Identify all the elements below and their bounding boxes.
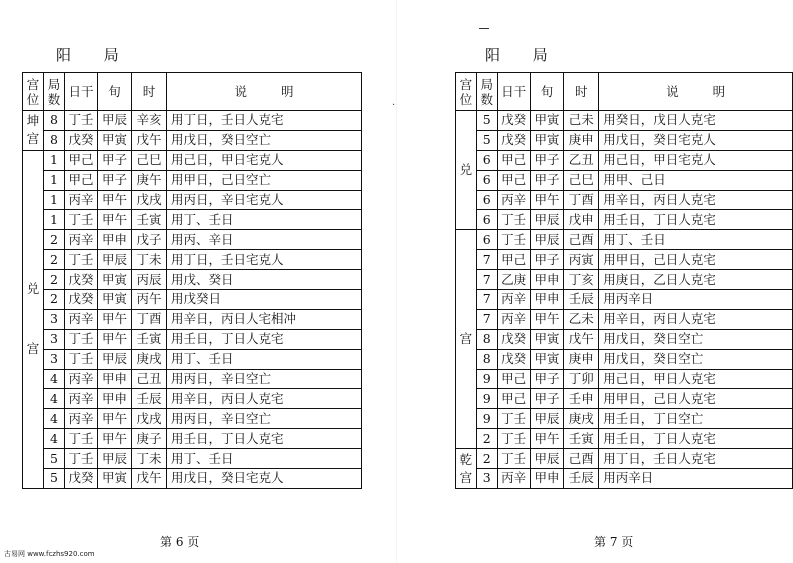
shi-cell: 乙丑 bbox=[564, 150, 599, 170]
ri-gan-cell: 丙辛 bbox=[497, 190, 530, 210]
shuoming-cell: 用癸日，戊日人克宅 bbox=[599, 111, 793, 131]
table-row bbox=[456, 369, 793, 389]
ju-cell: 1 bbox=[44, 190, 65, 210]
shuoming-cell: 用戊、癸日 bbox=[167, 270, 362, 290]
table-row bbox=[23, 170, 362, 190]
shuoming-cell: 用己日，甲日宅克人 bbox=[599, 150, 793, 170]
shuoming-cell: 用壬日，丁日人克宅 bbox=[167, 429, 362, 449]
ju-cell: 3 bbox=[44, 349, 65, 369]
shuoming-cell: 用丙日，辛日空亡 bbox=[167, 369, 362, 389]
shi-cell: 戊子 bbox=[132, 230, 167, 250]
xun-cell: 甲申 bbox=[98, 389, 132, 409]
ri-gan-cell: 丁壬 bbox=[497, 429, 530, 449]
xun-cell: 甲午 bbox=[530, 190, 564, 210]
yang-ju-table-right bbox=[455, 72, 793, 489]
xun-cell: 甲申 bbox=[98, 230, 132, 250]
ju-cell: 7 bbox=[476, 309, 497, 329]
shi-cell: 丁卯 bbox=[564, 369, 599, 389]
xun-cell: 甲申 bbox=[98, 369, 132, 389]
ju-cell: 8 bbox=[44, 111, 65, 131]
shi-cell: 庚申 bbox=[564, 349, 599, 369]
table-body bbox=[456, 111, 793, 489]
shi-cell: 戊申 bbox=[564, 210, 599, 230]
ju-cell: 9 bbox=[476, 389, 497, 409]
palace-cell bbox=[456, 449, 477, 489]
ri-gan-cell: 丁壬 bbox=[497, 409, 530, 429]
shuoming-cell: 用戊癸日 bbox=[167, 290, 362, 310]
ju-cell: 5 bbox=[44, 449, 65, 469]
ju-cell: 2 bbox=[44, 270, 65, 290]
table-row bbox=[456, 309, 793, 329]
ri-gan-cell: 丁壬 bbox=[65, 250, 98, 270]
ri-gan-cell: 戊癸 bbox=[497, 111, 530, 131]
ju-cell: 3 bbox=[44, 329, 65, 349]
table-row bbox=[23, 130, 362, 150]
shuoming-cell: 用壬日，丁日人克宅 bbox=[599, 429, 793, 449]
shi-cell: 壬辰 bbox=[132, 389, 167, 409]
header-ju: 局数 bbox=[44, 73, 65, 111]
ju-cell: 5 bbox=[476, 111, 497, 131]
shuoming-cell: 用壬日，丁日人克宅 bbox=[599, 210, 793, 230]
ri-gan-cell: 丁壬 bbox=[65, 210, 98, 230]
xun-cell: 甲子 bbox=[98, 170, 132, 190]
xun-cell: 甲寅 bbox=[98, 270, 132, 290]
ri-gan-cell: 丙辛 bbox=[65, 230, 98, 250]
ri-gan-cell: 戊癸 bbox=[65, 270, 98, 290]
palace-cell bbox=[23, 150, 44, 488]
shuoming-cell: 用辛日，丙日人克宅 bbox=[599, 309, 793, 329]
ri-gan-cell: 丁壬 bbox=[497, 449, 530, 469]
shi-cell: 庚戌 bbox=[564, 409, 599, 429]
ri-gan-cell: 甲己 bbox=[497, 369, 530, 389]
shuoming-cell: 用戊日，癸日宅克人 bbox=[599, 130, 793, 150]
shi-cell: 壬申 bbox=[564, 389, 599, 409]
ju-cell: 8 bbox=[44, 130, 65, 150]
page-number: 第 6 页 bbox=[160, 535, 200, 549]
palace-label: 乾宫 bbox=[459, 451, 473, 485]
shi-cell: 乙未 bbox=[564, 309, 599, 329]
ju-cell: 2 bbox=[44, 290, 65, 310]
shi-cell: 壬寅 bbox=[132, 210, 167, 230]
shuoming-cell: 用甲日，己日空亡 bbox=[167, 170, 362, 190]
shi-cell: 己酉 bbox=[564, 230, 599, 250]
shuoming-cell: 用壬日，丁日空亡 bbox=[599, 409, 793, 429]
xun-cell: 甲午 bbox=[530, 309, 564, 329]
shuoming-cell: 用丁日，壬日宅克人 bbox=[167, 250, 362, 270]
ri-gan-cell: 丙辛 bbox=[65, 369, 98, 389]
ju-cell: 4 bbox=[44, 409, 65, 429]
yang-ju-table-left bbox=[22, 72, 362, 489]
table-row bbox=[456, 290, 793, 310]
shi-cell: 己酉 bbox=[564, 449, 599, 469]
ri-gan-cell: 戊癸 bbox=[497, 349, 530, 369]
watermark: 古易网 www.fczhs920.com bbox=[4, 550, 95, 558]
ju-cell: 2 bbox=[44, 230, 65, 250]
shi-cell: 辛亥 bbox=[132, 111, 167, 131]
shi-cell: 丙辰 bbox=[132, 270, 167, 290]
ri-gan-cell: 戊癸 bbox=[65, 290, 98, 310]
shuoming-cell: 用己日，甲日人克宅 bbox=[599, 369, 793, 389]
ju-cell: 8 bbox=[476, 349, 497, 369]
xun-cell: 甲子 bbox=[530, 369, 564, 389]
xun-cell: 甲申 bbox=[530, 290, 564, 310]
ju-cell: 5 bbox=[476, 130, 497, 150]
ri-gan-cell: 甲己 bbox=[497, 389, 530, 409]
shi-cell: 己巳 bbox=[132, 150, 167, 170]
header-shuoming: 说明 bbox=[167, 73, 362, 111]
ju-cell: 6 bbox=[476, 170, 497, 190]
shi-cell: 庚戌 bbox=[132, 349, 167, 369]
ju-cell: 1 bbox=[44, 170, 65, 190]
shi-cell: 丁未 bbox=[132, 449, 167, 469]
palace-cell bbox=[456, 111, 477, 230]
shi-cell: 戊午 bbox=[132, 130, 167, 150]
shuoming-cell: 用甲日，己日人克宅 bbox=[599, 250, 793, 270]
ri-gan-cell: 丁壬 bbox=[497, 230, 530, 250]
shuoming-cell: 用壬日，丁日人克宅 bbox=[167, 329, 362, 349]
shuoming-cell: 用辛日，丙日人克宅 bbox=[167, 389, 362, 409]
shuoming-cell: 用辛日，丙日人克宅 bbox=[599, 190, 793, 210]
ri-gan-cell: 甲己 bbox=[497, 150, 530, 170]
ri-gan-cell: 乙庚 bbox=[497, 270, 530, 290]
palace-cell bbox=[456, 230, 477, 449]
header-gong: 宫位 bbox=[23, 73, 44, 111]
table-row bbox=[456, 170, 793, 190]
table-row bbox=[23, 230, 362, 250]
xun-cell: 甲寅 bbox=[98, 130, 132, 150]
xun-cell: 甲辰 bbox=[98, 250, 132, 270]
ju-cell: 1 bbox=[44, 210, 65, 230]
ju-cell: 5 bbox=[44, 469, 65, 489]
shuoming-cell: 用甲日，己日人克宅 bbox=[599, 389, 793, 409]
ri-gan-cell: 丁壬 bbox=[65, 111, 98, 131]
shi-cell: 丁酉 bbox=[132, 309, 167, 329]
shuoming-cell: 用戊日，癸日宅克人 bbox=[167, 469, 362, 489]
table-row bbox=[456, 429, 793, 449]
table-row bbox=[23, 389, 362, 409]
ju-cell: 2 bbox=[44, 250, 65, 270]
ri-gan-cell: 戊癸 bbox=[65, 130, 98, 150]
table-row bbox=[456, 190, 793, 210]
palace-label: 兑 bbox=[459, 162, 473, 178]
ri-gan-cell: 丙辛 bbox=[497, 469, 530, 489]
ju-cell: 4 bbox=[44, 389, 65, 409]
ri-gan-cell: 甲己 bbox=[65, 170, 98, 190]
table-row bbox=[456, 250, 793, 270]
ju-cell: 2 bbox=[476, 449, 497, 469]
table-row bbox=[23, 290, 362, 310]
ri-gan-cell: 戊癸 bbox=[497, 329, 530, 349]
xun-cell: 甲子 bbox=[98, 150, 132, 170]
palace-label: 坤宫 bbox=[26, 113, 40, 147]
ri-gan-cell: 丁壬 bbox=[65, 429, 98, 449]
table-row bbox=[23, 111, 362, 131]
header-ri: 日干 bbox=[497, 73, 530, 111]
shi-cell: 壬寅 bbox=[132, 329, 167, 349]
table-row bbox=[456, 130, 793, 150]
ju-cell: 4 bbox=[44, 429, 65, 449]
page-title: 阳 局 bbox=[56, 46, 133, 64]
ri-gan-cell: 戊癸 bbox=[65, 469, 98, 489]
table-row bbox=[456, 449, 793, 469]
xun-cell: 甲辰 bbox=[530, 230, 564, 250]
xun-cell: 甲午 bbox=[98, 210, 132, 230]
xun-cell: 甲午 bbox=[98, 190, 132, 210]
scan-mark: · bbox=[392, 100, 396, 111]
table-row bbox=[23, 429, 362, 449]
page-title: 阳 局 bbox=[485, 46, 562, 64]
xun-cell: 甲寅 bbox=[98, 290, 132, 310]
shuoming-cell: 用己日，甲日宅克人 bbox=[167, 150, 362, 170]
shi-cell: 戊午 bbox=[132, 469, 167, 489]
xun-cell: 甲辰 bbox=[530, 409, 564, 429]
table-row bbox=[456, 150, 793, 170]
header-shi: 时 bbox=[132, 73, 167, 111]
table-row bbox=[23, 469, 362, 489]
shuoming-cell: 用丙辛日 bbox=[599, 469, 793, 489]
table-row bbox=[23, 250, 362, 270]
ri-gan-cell: 戊癸 bbox=[497, 130, 530, 150]
shuoming-cell: 用丁、壬日 bbox=[167, 349, 362, 369]
shi-cell: 庚子 bbox=[132, 429, 167, 449]
ju-cell: 9 bbox=[476, 409, 497, 429]
table-row bbox=[23, 309, 362, 329]
shuoming-cell: 用戊日，癸日空亡 bbox=[599, 349, 793, 369]
ri-gan-cell: 丙辛 bbox=[65, 309, 98, 329]
ju-cell: 7 bbox=[476, 250, 497, 270]
scan-mark bbox=[479, 28, 489, 29]
table-row bbox=[23, 409, 362, 429]
xun-cell: 甲午 bbox=[530, 429, 564, 449]
header-xun: 旬 bbox=[530, 73, 564, 111]
shuoming-cell: 用甲、己日 bbox=[599, 170, 793, 190]
shi-cell: 壬辰 bbox=[564, 469, 599, 489]
table-row bbox=[23, 369, 362, 389]
xun-cell: 甲申 bbox=[530, 270, 564, 290]
ju-cell: 4 bbox=[44, 369, 65, 389]
page-number: 第 7 页 bbox=[594, 535, 634, 549]
ri-gan-cell: 甲己 bbox=[65, 150, 98, 170]
xun-cell: 甲辰 bbox=[98, 111, 132, 131]
ju-cell: 3 bbox=[476, 469, 497, 489]
xun-cell: 甲寅 bbox=[530, 329, 564, 349]
ri-gan-cell: 丙辛 bbox=[65, 389, 98, 409]
ju-cell: 6 bbox=[476, 190, 497, 210]
ju-cell: 6 bbox=[476, 150, 497, 170]
ju-cell: 2 bbox=[476, 429, 497, 449]
shi-cell: 丙午 bbox=[132, 290, 167, 310]
shuoming-cell: 用丁日，壬日人克宅 bbox=[167, 111, 362, 131]
shi-cell: 己未 bbox=[564, 111, 599, 131]
xun-cell: 甲子 bbox=[530, 389, 564, 409]
shi-cell: 丁未 bbox=[132, 250, 167, 270]
table-row bbox=[456, 329, 793, 349]
shuoming-cell: 用庚日，乙日人克宅 bbox=[599, 270, 793, 290]
shuoming-cell: 用戊日，癸日空亡 bbox=[599, 329, 793, 349]
shi-cell: 壬寅 bbox=[564, 429, 599, 449]
ri-gan-cell: 甲己 bbox=[497, 170, 530, 190]
ju-cell: 7 bbox=[476, 270, 497, 290]
ju-cell: 9 bbox=[476, 369, 497, 389]
shuoming-cell: 用丁、壬日 bbox=[167, 210, 362, 230]
header-shuoming: 说明 bbox=[599, 73, 793, 111]
ri-gan-cell: 丁壬 bbox=[65, 329, 98, 349]
table-row bbox=[456, 270, 793, 290]
ri-gan-cell: 丙辛 bbox=[497, 290, 530, 310]
shuoming-cell: 用丁、壬日 bbox=[167, 449, 362, 469]
shi-cell: 庚申 bbox=[564, 130, 599, 150]
ri-gan-cell: 甲己 bbox=[497, 250, 530, 270]
header-gong: 宫位 bbox=[456, 73, 477, 111]
shuoming-cell: 用丙日，辛日空亡 bbox=[167, 409, 362, 429]
table-row bbox=[456, 210, 793, 230]
table-row bbox=[456, 389, 793, 409]
xun-cell: 甲寅 bbox=[530, 111, 564, 131]
table-row bbox=[456, 409, 793, 429]
shi-cell: 戊戌 bbox=[132, 409, 167, 429]
table-row bbox=[23, 270, 362, 290]
xun-cell: 甲午 bbox=[98, 429, 132, 449]
table-row bbox=[456, 349, 793, 369]
shi-cell: 壬辰 bbox=[564, 290, 599, 310]
xun-cell: 甲子 bbox=[530, 170, 564, 190]
xun-cell: 甲寅 bbox=[98, 469, 132, 489]
table-header-row bbox=[456, 73, 793, 111]
xun-cell: 甲子 bbox=[530, 150, 564, 170]
xun-cell: 甲午 bbox=[98, 309, 132, 329]
shuoming-cell: 用丙日，辛日宅克人 bbox=[167, 190, 362, 210]
shi-cell: 戊戌 bbox=[132, 190, 167, 210]
ri-gan-cell: 丙辛 bbox=[497, 309, 530, 329]
ju-cell: 1 bbox=[44, 150, 65, 170]
header-ju: 局数 bbox=[476, 73, 497, 111]
xun-cell: 甲寅 bbox=[530, 130, 564, 150]
palace-label: 兑宫 bbox=[26, 281, 40, 357]
ri-gan-cell: 丙辛 bbox=[65, 190, 98, 210]
header-shi: 时 bbox=[564, 73, 599, 111]
table-row bbox=[23, 329, 362, 349]
table-row bbox=[23, 150, 362, 170]
table-row bbox=[23, 449, 362, 469]
ri-gan-cell: 丁壬 bbox=[65, 349, 98, 369]
shi-cell: 丁亥 bbox=[564, 270, 599, 290]
xun-cell: 甲寅 bbox=[530, 349, 564, 369]
table-row bbox=[456, 111, 793, 131]
shi-cell: 己巳 bbox=[564, 170, 599, 190]
xun-cell: 甲子 bbox=[530, 250, 564, 270]
shi-cell: 己丑 bbox=[132, 369, 167, 389]
table-row bbox=[23, 210, 362, 230]
shuoming-cell: 用丁、壬日 bbox=[599, 230, 793, 250]
ri-gan-cell: 丙辛 bbox=[65, 409, 98, 429]
xun-cell: 甲午 bbox=[98, 409, 132, 429]
ju-cell: 6 bbox=[476, 210, 497, 230]
shuoming-cell: 用丙辛日 bbox=[599, 290, 793, 310]
ju-cell: 3 bbox=[44, 309, 65, 329]
xun-cell: 甲辰 bbox=[98, 349, 132, 369]
shuoming-cell: 用丁日，壬日人克宅 bbox=[599, 449, 793, 469]
table-row bbox=[456, 230, 793, 250]
xun-cell: 甲辰 bbox=[530, 210, 564, 230]
ri-gan-cell: 丁壬 bbox=[497, 210, 530, 230]
shuoming-cell: 用戊日，癸日空亡 bbox=[167, 130, 362, 150]
table-body bbox=[23, 111, 362, 489]
ri-gan-cell: 丁壬 bbox=[65, 449, 98, 469]
shi-cell: 戊午 bbox=[564, 329, 599, 349]
ju-cell: 7 bbox=[476, 290, 497, 310]
table-row bbox=[456, 469, 793, 489]
shi-cell: 丙寅 bbox=[564, 250, 599, 270]
shuoming-cell: 用辛日，丙日人宅相冲 bbox=[167, 309, 362, 329]
shuoming-cell: 用丙、辛日 bbox=[167, 230, 362, 250]
xun-cell: 甲辰 bbox=[98, 449, 132, 469]
ju-cell: 8 bbox=[476, 329, 497, 349]
palace-cell bbox=[23, 111, 44, 151]
table-header-row bbox=[23, 73, 362, 111]
header-ri: 日干 bbox=[65, 73, 98, 111]
table-row bbox=[23, 190, 362, 210]
table-row bbox=[23, 349, 362, 369]
ju-cell: 6 bbox=[476, 230, 497, 250]
palace-label: 宫 bbox=[459, 331, 473, 347]
xun-cell: 甲申 bbox=[530, 469, 564, 489]
shi-cell: 庚午 bbox=[132, 170, 167, 190]
xun-cell: 甲辰 bbox=[530, 449, 564, 469]
shi-cell: 丁酉 bbox=[564, 190, 599, 210]
xun-cell: 甲午 bbox=[98, 329, 132, 349]
page-spine bbox=[396, 0, 397, 563]
header-xun: 旬 bbox=[98, 73, 132, 111]
